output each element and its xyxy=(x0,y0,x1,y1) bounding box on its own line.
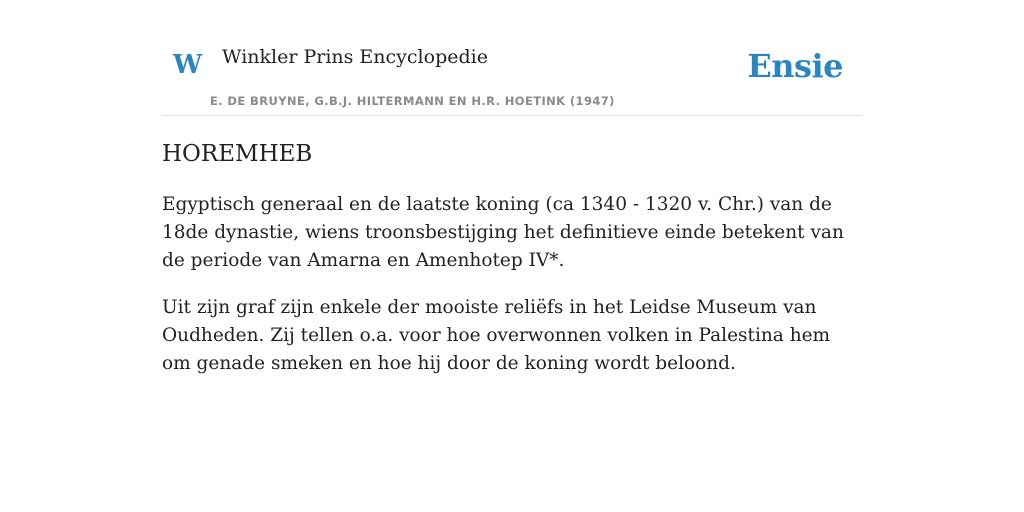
article-title: HOREMHEB xyxy=(162,141,313,167)
encyclopedia-authors: E. DE BRUYNE, G.B.J. HILTERMANN EN H.R. HOETINK (1947) xyxy=(210,94,615,108)
ensie-brand-link[interactable]: Ensie xyxy=(747,47,843,85)
page xyxy=(162,0,862,378)
article-paragraph-2: Uit zijn graf zijn enkele der mooiste reliëfs in het Leidse Museum van Oudheden. Zij tellen o.a. voor hoe overwonnen volken in Palestina hem om genade smeken en hoe hij door de koning wordt beloond. xyxy=(162,296,831,374)
encyclopedia-title[interactable]: Winkler Prins Encyclopedie xyxy=(222,46,488,68)
encyclopedia-header xyxy=(162,0,862,116)
article-paragraph-1: Egyptisch generaal en de laatste koning (ca 1340 - 1320 v. Chr.) van de 18de dynastie, wiens troonsbestijging het definitieve einde betekent van de periode van Amarna en Amenhotep IV*. xyxy=(162,193,844,271)
winkler-prins-logo[interactable]: W xyxy=(173,50,203,80)
article-body xyxy=(162,191,862,378)
